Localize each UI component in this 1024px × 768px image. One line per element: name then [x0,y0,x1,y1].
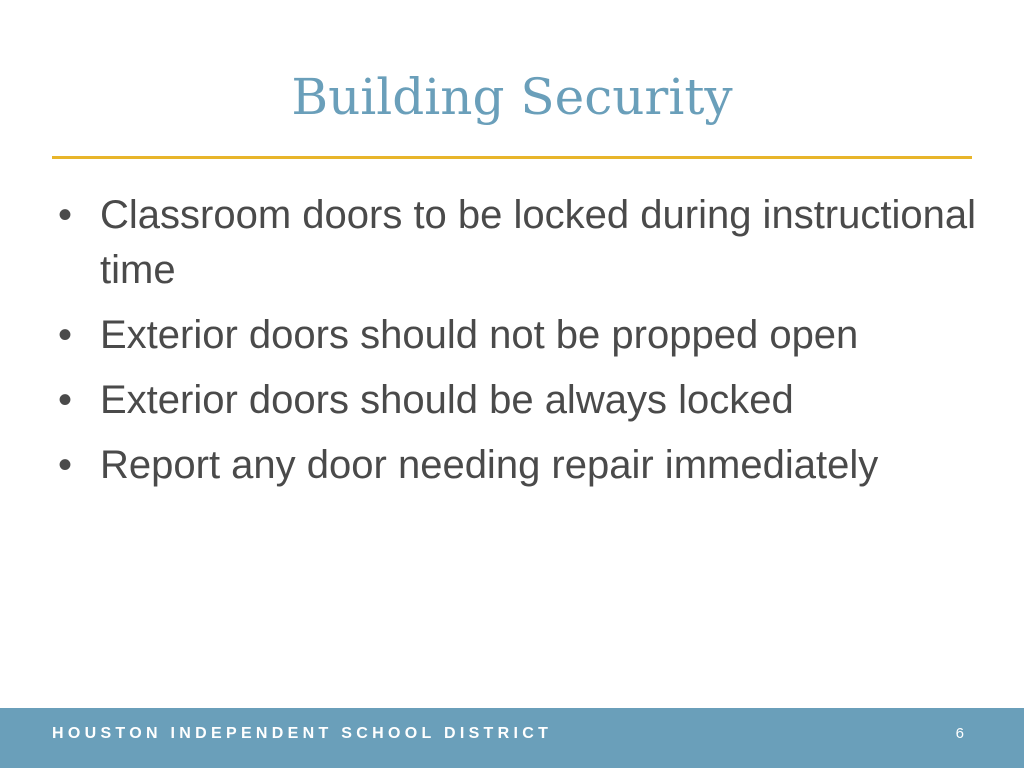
bullet-dot-icon: • [58,193,73,237]
bullet-item [58,308,998,363]
title-divider [52,156,972,159]
bullet-text: Classroom doors to be locked during instructional time [100,193,976,292]
bullet-text: Exterior doors should not be propped open [100,313,859,357]
page-number: 6 [955,725,964,742]
bullet-list [58,188,998,503]
footer-organization: HOUSTON INDEPENDENT SCHOOL DISTRICT [52,725,553,742]
bullet-item [58,438,998,493]
bullet-text: Report any door needing repair immediately [100,443,879,487]
bullet-dot-icon: • [58,378,73,422]
footer-band [0,708,1024,768]
bullet-dot-icon: • [58,443,73,487]
bullet-item [58,188,998,298]
slide-title: Building Security [291,68,733,126]
bullet-dot-icon: • [58,313,73,357]
bullet-item [58,373,998,428]
bullet-text: Exterior doors should be always locked [100,378,794,422]
